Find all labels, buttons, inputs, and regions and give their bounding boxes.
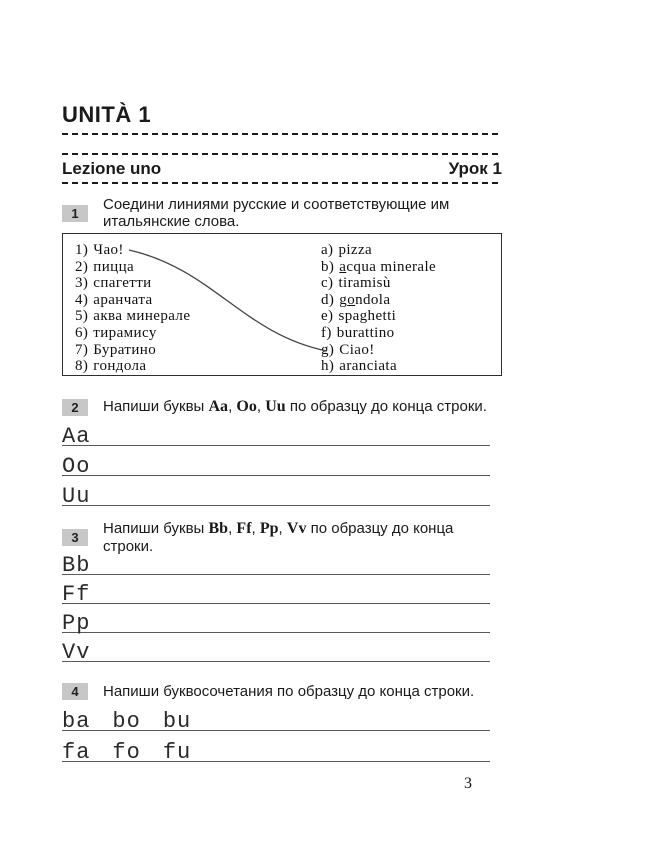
exercise-3-header xyxy=(62,519,502,555)
writing-line[interactable] xyxy=(62,476,490,509)
writing-line[interactable] xyxy=(62,446,490,479)
exercise-1-instruction: Соедини линиями русские и соответствующие им итальянские слова. xyxy=(103,196,450,230)
page-number: 3 xyxy=(464,775,472,792)
exercise-2-instruction: Напиши буквы Aa, Oo, Uu по образцу до конца строки. xyxy=(103,398,487,415)
list-item[interactable]: 6) тирамису xyxy=(75,324,157,341)
italian-words-column xyxy=(321,234,436,375)
lesson-header xyxy=(62,157,502,181)
writing-line[interactable] xyxy=(62,700,490,734)
list-item[interactable]: 5) аква минерале xyxy=(75,308,191,325)
list-item[interactable]: a) pizza xyxy=(321,242,373,258)
exercise-2-writing-area xyxy=(62,416,502,509)
sample-syllable: bu xyxy=(162,709,192,734)
unit-title: UNITÀ 1 xyxy=(62,102,152,127)
exercise-3-instruction: Напиши буквы Bb, Ff, Pp, Vv по образцу до конца строки. xyxy=(103,519,454,555)
exercise-number-badge: 4 xyxy=(62,683,88,700)
sample-letters: Pp xyxy=(62,611,91,636)
sample-syllable: bo xyxy=(112,709,141,734)
dashed-rule xyxy=(62,182,502,184)
list-item[interactable]: d) gondola xyxy=(321,291,391,308)
sample-letters: Uu xyxy=(62,484,91,509)
dashed-rule xyxy=(62,153,502,155)
sample-syllable: fo xyxy=(112,740,141,765)
sample-letters: Oo xyxy=(62,454,91,479)
writing-line[interactable] xyxy=(62,731,490,765)
sample-letters: Aa xyxy=(62,424,91,449)
writing-line[interactable] xyxy=(62,416,490,449)
sample-letters: Bb xyxy=(62,553,91,578)
russian-words-column xyxy=(63,234,321,375)
list-item[interactable]: h) aranciata xyxy=(321,358,398,375)
exercise-1-header xyxy=(62,196,502,230)
lesson-title-russian: Урок 1 xyxy=(448,159,502,178)
list-item[interactable]: 4) аранчата xyxy=(75,291,153,308)
list-item[interactable]: c) tiramisù xyxy=(321,275,391,292)
list-item[interactable]: 8) гондола xyxy=(75,358,147,375)
exercise-number-badge: 2 xyxy=(62,399,88,416)
dashed-rule xyxy=(62,133,502,135)
exercise-4-header xyxy=(62,682,502,700)
exercise-4-writing-area xyxy=(62,700,502,765)
list-item[interactable]: 2) пицца xyxy=(75,258,135,275)
writing-line[interactable] xyxy=(62,575,490,607)
list-item[interactable]: 1) Чао! xyxy=(75,242,124,258)
exercise-3-writing-area xyxy=(62,546,502,665)
writing-line[interactable] xyxy=(62,633,490,665)
sample-letters: Ff xyxy=(62,582,91,607)
exercise-number-badge: 1 xyxy=(62,205,88,222)
matching-exercise-box xyxy=(62,233,502,376)
sample-letters: Vv xyxy=(62,640,91,665)
sample-syllable: ba xyxy=(62,709,91,734)
sample-syllable: fu xyxy=(162,740,192,765)
lesson-title-italian: Lezione uno xyxy=(62,159,162,178)
exercise-4-instruction: Напиши буквосочетания по образцу до конца строки. xyxy=(103,682,475,700)
writing-line[interactable] xyxy=(62,604,490,636)
list-item[interactable]: b) acqua minerale xyxy=(321,258,437,275)
list-item[interactable]: e) spaghetti xyxy=(321,308,397,325)
list-item[interactable]: f) burattino xyxy=(321,324,395,341)
exercise-number-badge: 3 xyxy=(62,529,88,546)
sample-syllable: fa xyxy=(62,740,91,765)
list-item[interactable]: 7) Буратино xyxy=(75,341,157,358)
list-item[interactable]: g) Ciao! xyxy=(321,341,375,358)
exercise-2-header xyxy=(62,398,502,416)
list-item[interactable]: 3) спагетти xyxy=(75,275,152,292)
